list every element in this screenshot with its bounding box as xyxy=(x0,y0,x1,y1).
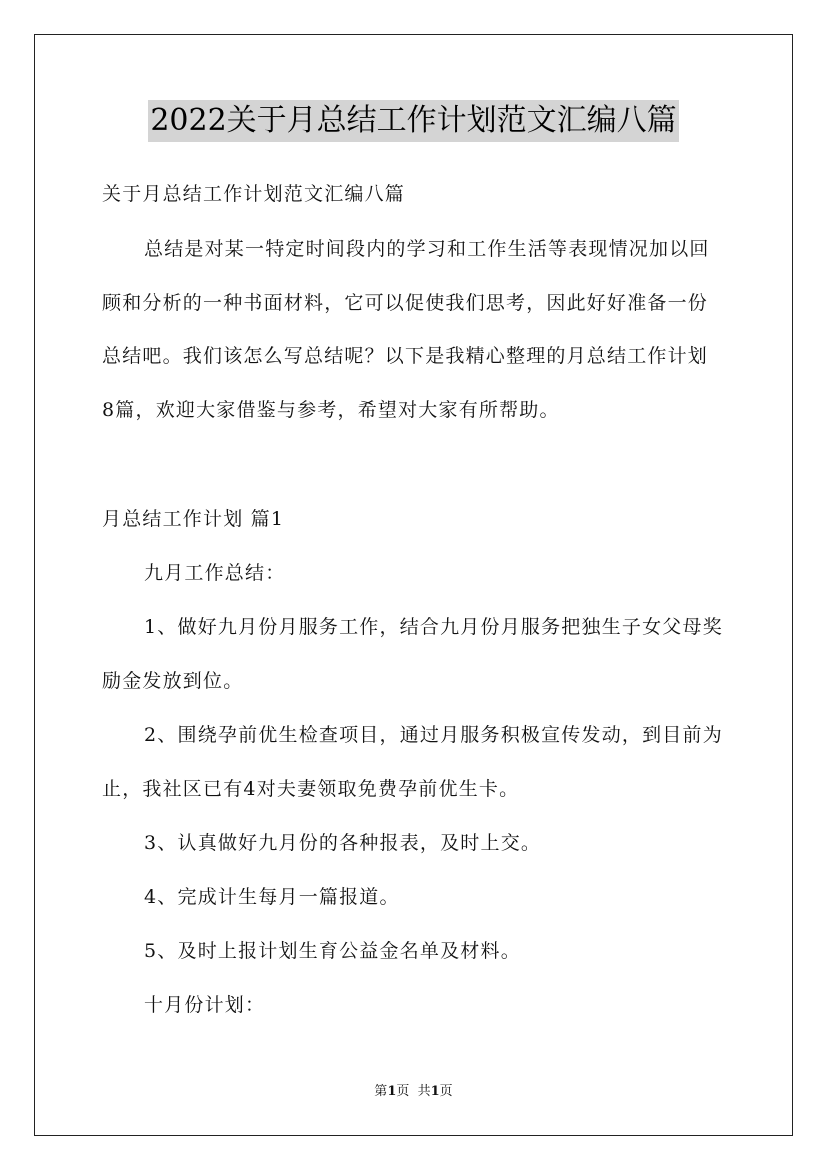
section-line: 十月份计划： xyxy=(144,994,266,1016)
title-container xyxy=(0,100,827,142)
section-line: 4、完成计生每月一篇报道。 xyxy=(144,886,400,908)
intro-line: 总结是对某一特定时间段内的学习和工作生活等表现情况加以回 xyxy=(144,238,710,260)
document-title: 2022关于月总结工作计划范文汇编八篇 xyxy=(148,100,678,142)
section-line: 5、及时上报计划生育公益金名单及材料。 xyxy=(144,940,521,962)
section-line: 3、认真做好九月份的各种报表，及时上交。 xyxy=(144,832,542,854)
intro-line: 总结吧。我们该怎么写总结呢？以下是我精心整理的月总结工作计划 xyxy=(102,345,709,367)
intro-line: 8篇，欢迎大家借鉴与参考，希望对大家有所帮助。 xyxy=(102,399,560,421)
intro-line: 顾和分析的一种书面材料，它可以促使我们思考，因此好好准备一份 xyxy=(102,292,709,314)
section-line: 1、做好九月份月服务工作，结合九月份月服务把独生子女父母奖 xyxy=(144,616,723,638)
document-subtitle: 关于月总结工作计划范文汇编八篇 xyxy=(102,183,406,205)
footer-suffix: 页 xyxy=(439,1084,453,1099)
footer-page-total: 1 xyxy=(430,1084,440,1099)
section-line: 九月工作总结： xyxy=(144,562,286,584)
section-line: 励金发放到位。 xyxy=(102,670,244,692)
footer-page-number: 1 xyxy=(387,1084,397,1099)
section-heading: 月总结工作计划 篇1 xyxy=(102,508,285,530)
page-footer xyxy=(0,1083,827,1101)
section-line: 2、围绕孕前优生检查项目，通过月服务积极宣传发动，到目前为 xyxy=(144,724,723,746)
footer-prefix: 第 xyxy=(374,1084,388,1099)
section-line: 止，我社区已有4对夫妻领取免费孕前优生卡。 xyxy=(102,778,520,800)
footer-mid: 页 共 xyxy=(396,1084,431,1099)
